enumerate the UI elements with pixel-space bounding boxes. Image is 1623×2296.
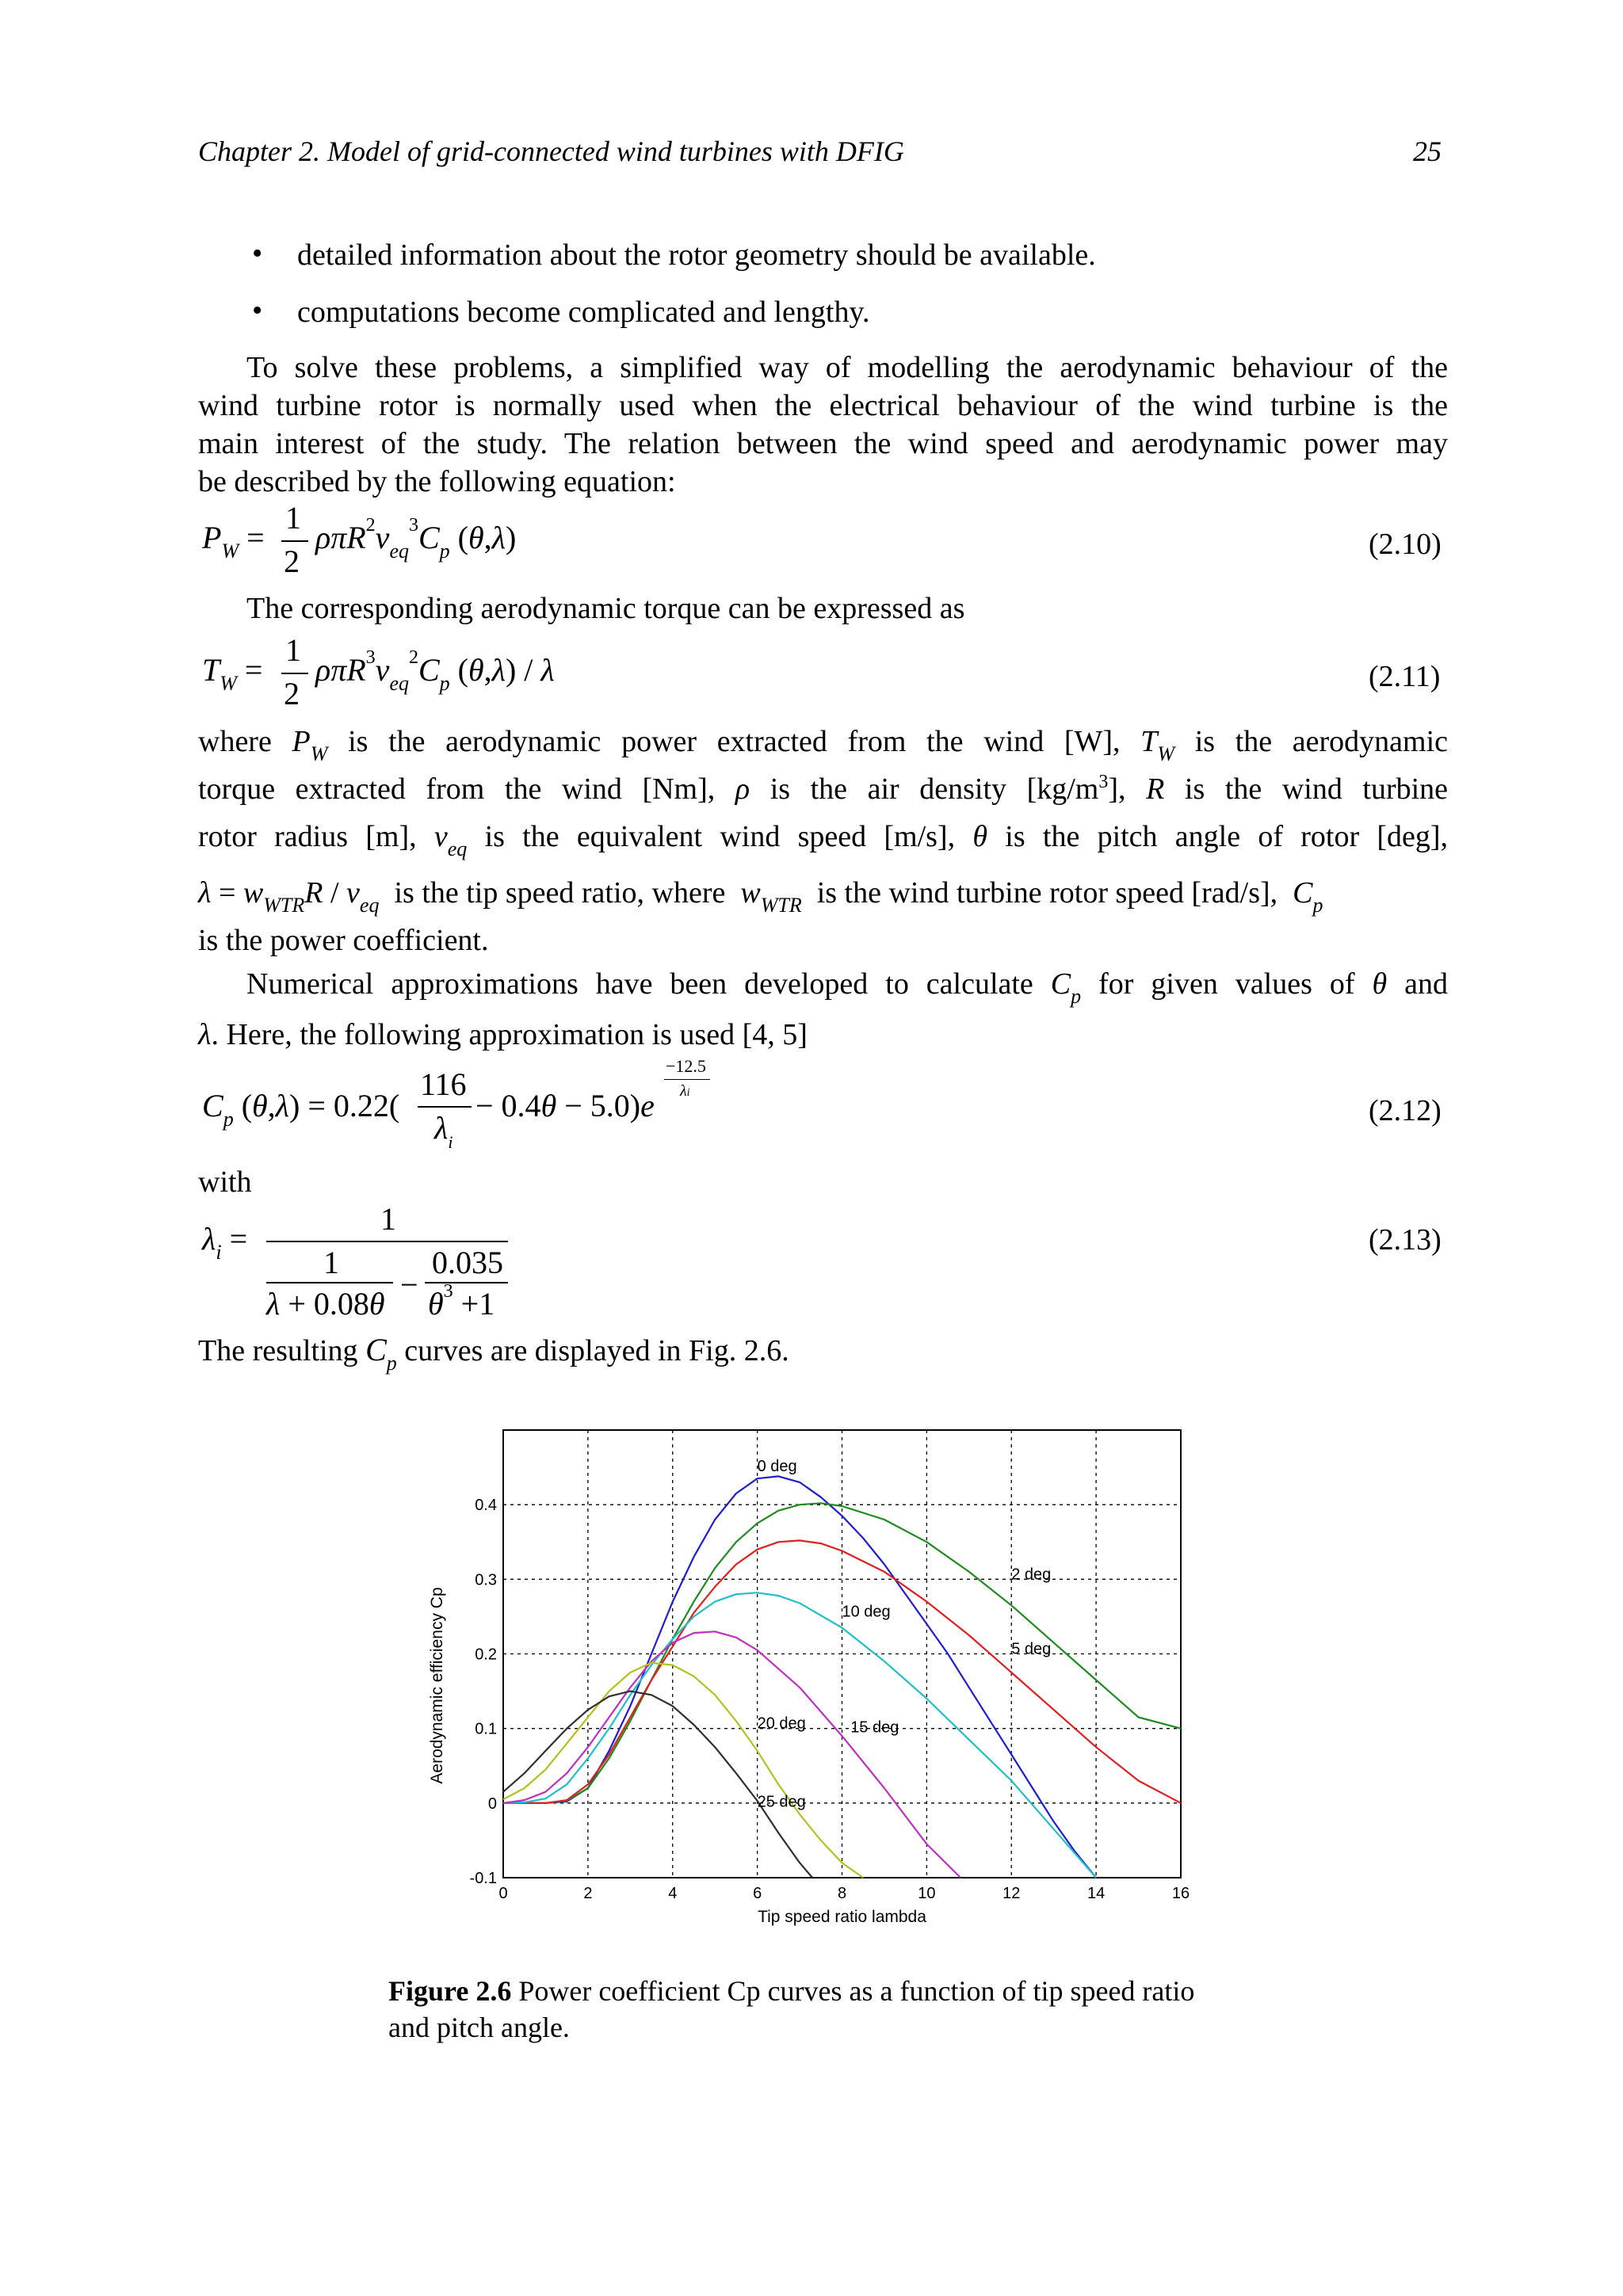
fraction-numerator: 1 <box>285 500 301 536</box>
caption-label: Figure 2.6 <box>388 1975 512 2007</box>
text-run: is the tip speed ratio, where <box>394 876 726 910</box>
paragraph-line: with <box>198 1165 252 1199</box>
x-tick-label: 16 <box>1171 1885 1190 1902</box>
where-line-5: is the power coefficient. <box>198 924 489 957</box>
fraction-bar <box>281 673 308 674</box>
text-run: is the aerodynamic power extracted from the wind [W], <box>348 725 1121 758</box>
equation-2-11-body: $\rho\pi R^3v_{eq}^2C_p$ (θ,λ) / λ <box>315 647 555 695</box>
curve-label: 0 deg <box>757 1457 797 1475</box>
fraction-numerator: 116 <box>420 1066 467 1102</box>
where-line-4: $\lambda = w_{WTR}R / v_{eq}$ is the tip speed ratio, where $w_{WTR}$ is the wind turbine rotor speed [rad/s], $C_p$ <box>198 876 1323 917</box>
curve-label: 10 deg <box>842 1603 891 1621</box>
equation-2-10: $P_W$ = <box>202 520 265 563</box>
fraction-bar <box>281 540 308 542</box>
fraction-bar <box>266 1241 508 1242</box>
paragraph-line: The corresponding aerodynamic torque can be expressed as <box>246 592 965 625</box>
equation-2-12-body: − 0.4θ − 5.0)e <box>475 1088 655 1123</box>
where-line-3: rotor radius [m], $v_{eq}$ is the equivalent wind speed [m/s], θ is the pitch angle of rotor [deg], <box>198 820 1449 860</box>
fraction-bar <box>418 1106 472 1108</box>
page-number: 25 <box>1413 135 1442 167</box>
running-title: Chapter 2. Model of grid-connected wind turbines with DFIG <box>198 135 904 167</box>
numerical-line-1: Numerical approximations have been developed to calculate $C_p$ for given values of θ and <box>246 967 1449 1008</box>
curve-label: 5 deg <box>1011 1640 1052 1658</box>
exponent-denominator: λi <box>680 1082 690 1100</box>
bullet-dot: • <box>252 294 263 327</box>
text-run: ], <box>1108 772 1126 806</box>
x-tick-label: 14 <box>1087 1885 1106 1902</box>
curve-label: 25 deg <box>757 1793 806 1811</box>
text-run: is the aerodynamic <box>1194 725 1449 758</box>
caption-text: Power coefficient Cp curves as a function of tip speed ratio <box>511 1975 1195 2007</box>
equation-number: (2.12) <box>1369 1094 1442 1127</box>
x-tick-label: 10 <box>918 1885 936 1902</box>
x-tick-label: 8 <box>837 1885 847 1902</box>
text-run: is the wind turbine <box>1184 772 1449 806</box>
text-run: torque extracted from the wind [Nm], <box>198 772 716 806</box>
text-run: rotor radius [m], <box>198 820 417 853</box>
bullet-item: computations become complicated and lengthy. <box>297 296 870 329</box>
fraction-bar <box>664 1079 710 1080</box>
text-run: for given values of <box>1098 967 1355 1001</box>
fraction-denominator: 2 <box>284 676 300 711</box>
paragraph-line: be described by the following equation: <box>198 465 676 498</box>
text-run: is the pitch angle of rotor [deg], <box>1005 820 1449 853</box>
fraction-denominator: $\lambda_i$ <box>434 1110 453 1152</box>
equation-2-11: $T_W$ = <box>202 652 263 695</box>
text-run: The resulting <box>198 1334 358 1367</box>
where-line-1: where $P_W$ is the aerodynamic power extracted from the wind [W], $T_W$ is the aerodynamic <box>198 725 1449 765</box>
text-run: . Here, the following approximation is used [4, 5] <box>211 1018 808 1051</box>
paragraph-line: wind turbine rotor is normally used when the electrical behaviour of the wind turbine is the <box>198 389 1448 422</box>
x-tick-label: 2 <box>583 1885 593 1902</box>
y-tick-label: 0.4 <box>475 1497 497 1515</box>
bullet-item: detailed information about the rotor geometry should be available. <box>297 238 1096 272</box>
text-run: Numerical approximations have been developed to calculate <box>246 967 1033 1001</box>
x-tick-label: 4 <box>668 1885 678 1902</box>
y-tick-label: 0 <box>487 1794 497 1813</box>
y-tick-label: -0.1 <box>469 1870 497 1887</box>
x-tick-label: 0 <box>498 1885 508 1902</box>
paragraph-line: To solve these problems, a simplified way of modelling the aerodynamic behaviour of the <box>246 351 1448 384</box>
inner-numerator: 1 <box>323 1245 339 1280</box>
x-axis-label: Tip speed ratio lambda <box>758 1908 926 1926</box>
text-run: and <box>1404 967 1449 1001</box>
y-axis-label: Aerodynamic efficiency Cp <box>428 1587 446 1784</box>
text-run: is the air density [kg/m <box>769 772 1099 806</box>
fraction-denominator: 2 <box>284 543 300 579</box>
equation-number: (2.11) <box>1369 660 1441 693</box>
x-tick-label: 6 <box>753 1885 762 1902</box>
fraction-bar <box>266 1282 393 1283</box>
exponent-numerator: −12.5 <box>666 1056 706 1076</box>
fraction-bar <box>425 1282 508 1283</box>
fraction-numerator: 1 <box>380 1201 396 1237</box>
inner-denominator: $\theta^3 +1$ <box>428 1281 495 1322</box>
equation-2-13: $\lambda_i$ = <box>202 1221 248 1264</box>
text-run: curves are displayed in Fig. 2.6. <box>404 1334 789 1367</box>
caption-text: and pitch angle. <box>388 2012 570 2043</box>
text-run: is the equivalent wind speed [m/s], <box>484 820 956 853</box>
inner-numerator: 0.035 <box>432 1245 503 1280</box>
cp-chart <box>412 1418 1205 1941</box>
paragraph-line: main interest of the study. The relation between the wind speed and aerodynamic power may <box>198 427 1448 460</box>
fraction-numerator: 1 <box>285 632 301 668</box>
y-tick-label: 0.2 <box>475 1646 497 1664</box>
curve-label: 20 deg <box>757 1714 806 1733</box>
y-tick-label: 0.3 <box>475 1571 497 1589</box>
text-run: is the wind turbine rotor speed [rad/s], <box>816 876 1278 910</box>
equation-2-10-body: $\rho\pi R^2v_{eq}^3C_p$ (θ,λ) <box>315 515 517 563</box>
equation-number: (2.13) <box>1369 1223 1442 1257</box>
y-tick-label: 0.1 <box>475 1720 497 1738</box>
curve-label: 2 deg <box>1011 1566 1052 1584</box>
curve-label: 15 deg <box>850 1718 899 1737</box>
text-run: where <box>198 725 272 758</box>
equation-number: (2.10) <box>1369 528 1442 561</box>
equation-2-12: $C_p$ (θ,λ) = 0.22( <box>202 1088 400 1131</box>
figure-caption <box>388 1973 1276 2046</box>
numerical-line-2: λ. Here, the following approximation is used [4, 5] <box>198 1018 808 1051</box>
bullet-dot: • <box>252 237 263 270</box>
inner-denominator: λ + 0.08θ <box>266 1286 385 1322</box>
resulting-line: The resulting $C_p$ curves are displayed in Fig. 2.6. <box>198 1332 789 1375</box>
where-line-2: torque extracted from the wind [Nm], ρ is the air density $[kg/m^3]$, R is the wind turbine <box>198 772 1449 806</box>
minus-sign: − <box>400 1267 418 1302</box>
x-tick-label: 12 <box>1002 1885 1021 1902</box>
